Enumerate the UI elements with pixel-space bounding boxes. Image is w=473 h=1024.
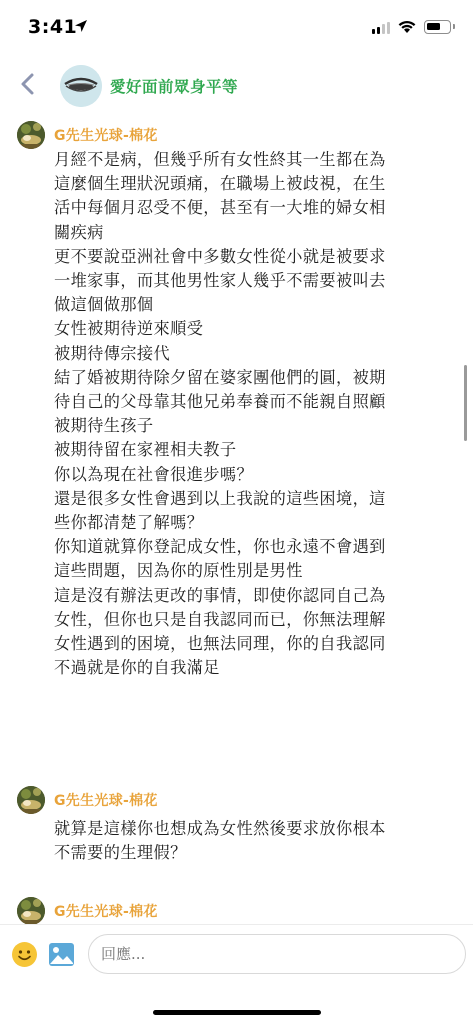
post-line: 更不要說亞洲社會中多數女性從小就是被要求 [54,246,386,266]
post-line: 被期待留在家裡相夫教子 [54,440,237,460]
post-line: 結了婚被期待除夕留在婆家團他們的圓，被期 [54,367,386,387]
avatar[interactable] [17,897,45,925]
battery-icon [424,20,451,34]
post-line: 不過就是你的自我滿足 [54,658,220,678]
post-line: 些你都清楚了解嗎？ [54,513,204,533]
avatar[interactable] [17,121,45,149]
avatar-photo-icon [17,897,45,925]
post-line: 你知道就算你登記成女性，你也永遠不會遇到 [54,537,386,557]
emoji-button[interactable] [12,942,37,967]
post-line: 還是很多女性會遇到以上我說的這些困境，這 [54,488,386,508]
cellular-signal-icon [372,22,390,34]
post-line: 一堆家事，而其他男性家人幾乎不需要被叫去 [54,271,386,291]
image-icon [48,942,75,967]
post-line: 做這個做那個 [54,295,154,315]
post-line: 被期待生孩子 [54,416,154,436]
post [0,897,473,925]
photo-button[interactable] [48,942,75,967]
group-name: 愛好面前眾身平等 [110,78,239,96]
post-line: 女性遇到的困境，也無法同理，你的自我認同 [54,634,386,654]
post [0,121,473,771]
post-line: 這麼個生理狀況頭痛，在職場上被歧視，在生 [54,174,386,194]
post-line: 關疾病 [54,222,104,242]
group-avatar[interactable] [60,65,102,107]
smiley-icon [12,942,37,967]
post-line: 被期待傳宗接代 [54,343,171,363]
avatar-photo-icon [17,121,45,149]
post [0,786,473,876]
eye-icon [60,65,102,107]
back-button[interactable] [14,70,42,98]
post-body [54,148,454,680]
chevron-left-icon [14,70,42,98]
post-line: 女性，但你也只是自我認同而已，你無法理解 [54,609,386,629]
chat-header [0,58,473,113]
reply-composer [0,924,473,1024]
avatar-photo-icon [17,786,45,814]
avatar[interactable] [17,786,45,814]
home-indicator[interactable] [153,1010,321,1015]
reply-input[interactable] [88,934,466,974]
author-name[interactable]: G先生光球-棉花 [54,793,158,809]
wifi-icon [397,19,417,38]
status-time: 3:41 [28,16,78,38]
location-arrow-icon [74,18,88,37]
post-line: 這是沒有辦法更改的事情，即使你認同自己為 [54,585,386,605]
post-line: 女性被期待逆來順受 [54,319,204,339]
post-line: 這些問題，因為你的原性別是男性 [54,561,303,581]
post-line: 待自己的父母靠其他兄弟奉養而不能親自照顧 [54,392,386,412]
post-line: 就算是這樣你也想成為女性然後要求放你根本 [54,819,386,838]
post-line: 不需要的生理假？ [54,843,187,863]
post-line: 活中每個月忍受不便，甚至有一大堆的婦女相 [54,198,386,218]
author-name[interactable]: G先生光球-棉花 [54,904,158,920]
post-line: 月經不是病，但幾乎所有女性終其一生都在為 [54,150,386,169]
status-bar [0,0,473,58]
author-name[interactable]: G先生光球-棉花 [54,128,158,144]
scrollbar[interactable] [464,365,467,441]
post-body [54,817,454,865]
post-line: 你以為現在社會很進步嗎？ [54,464,254,484]
